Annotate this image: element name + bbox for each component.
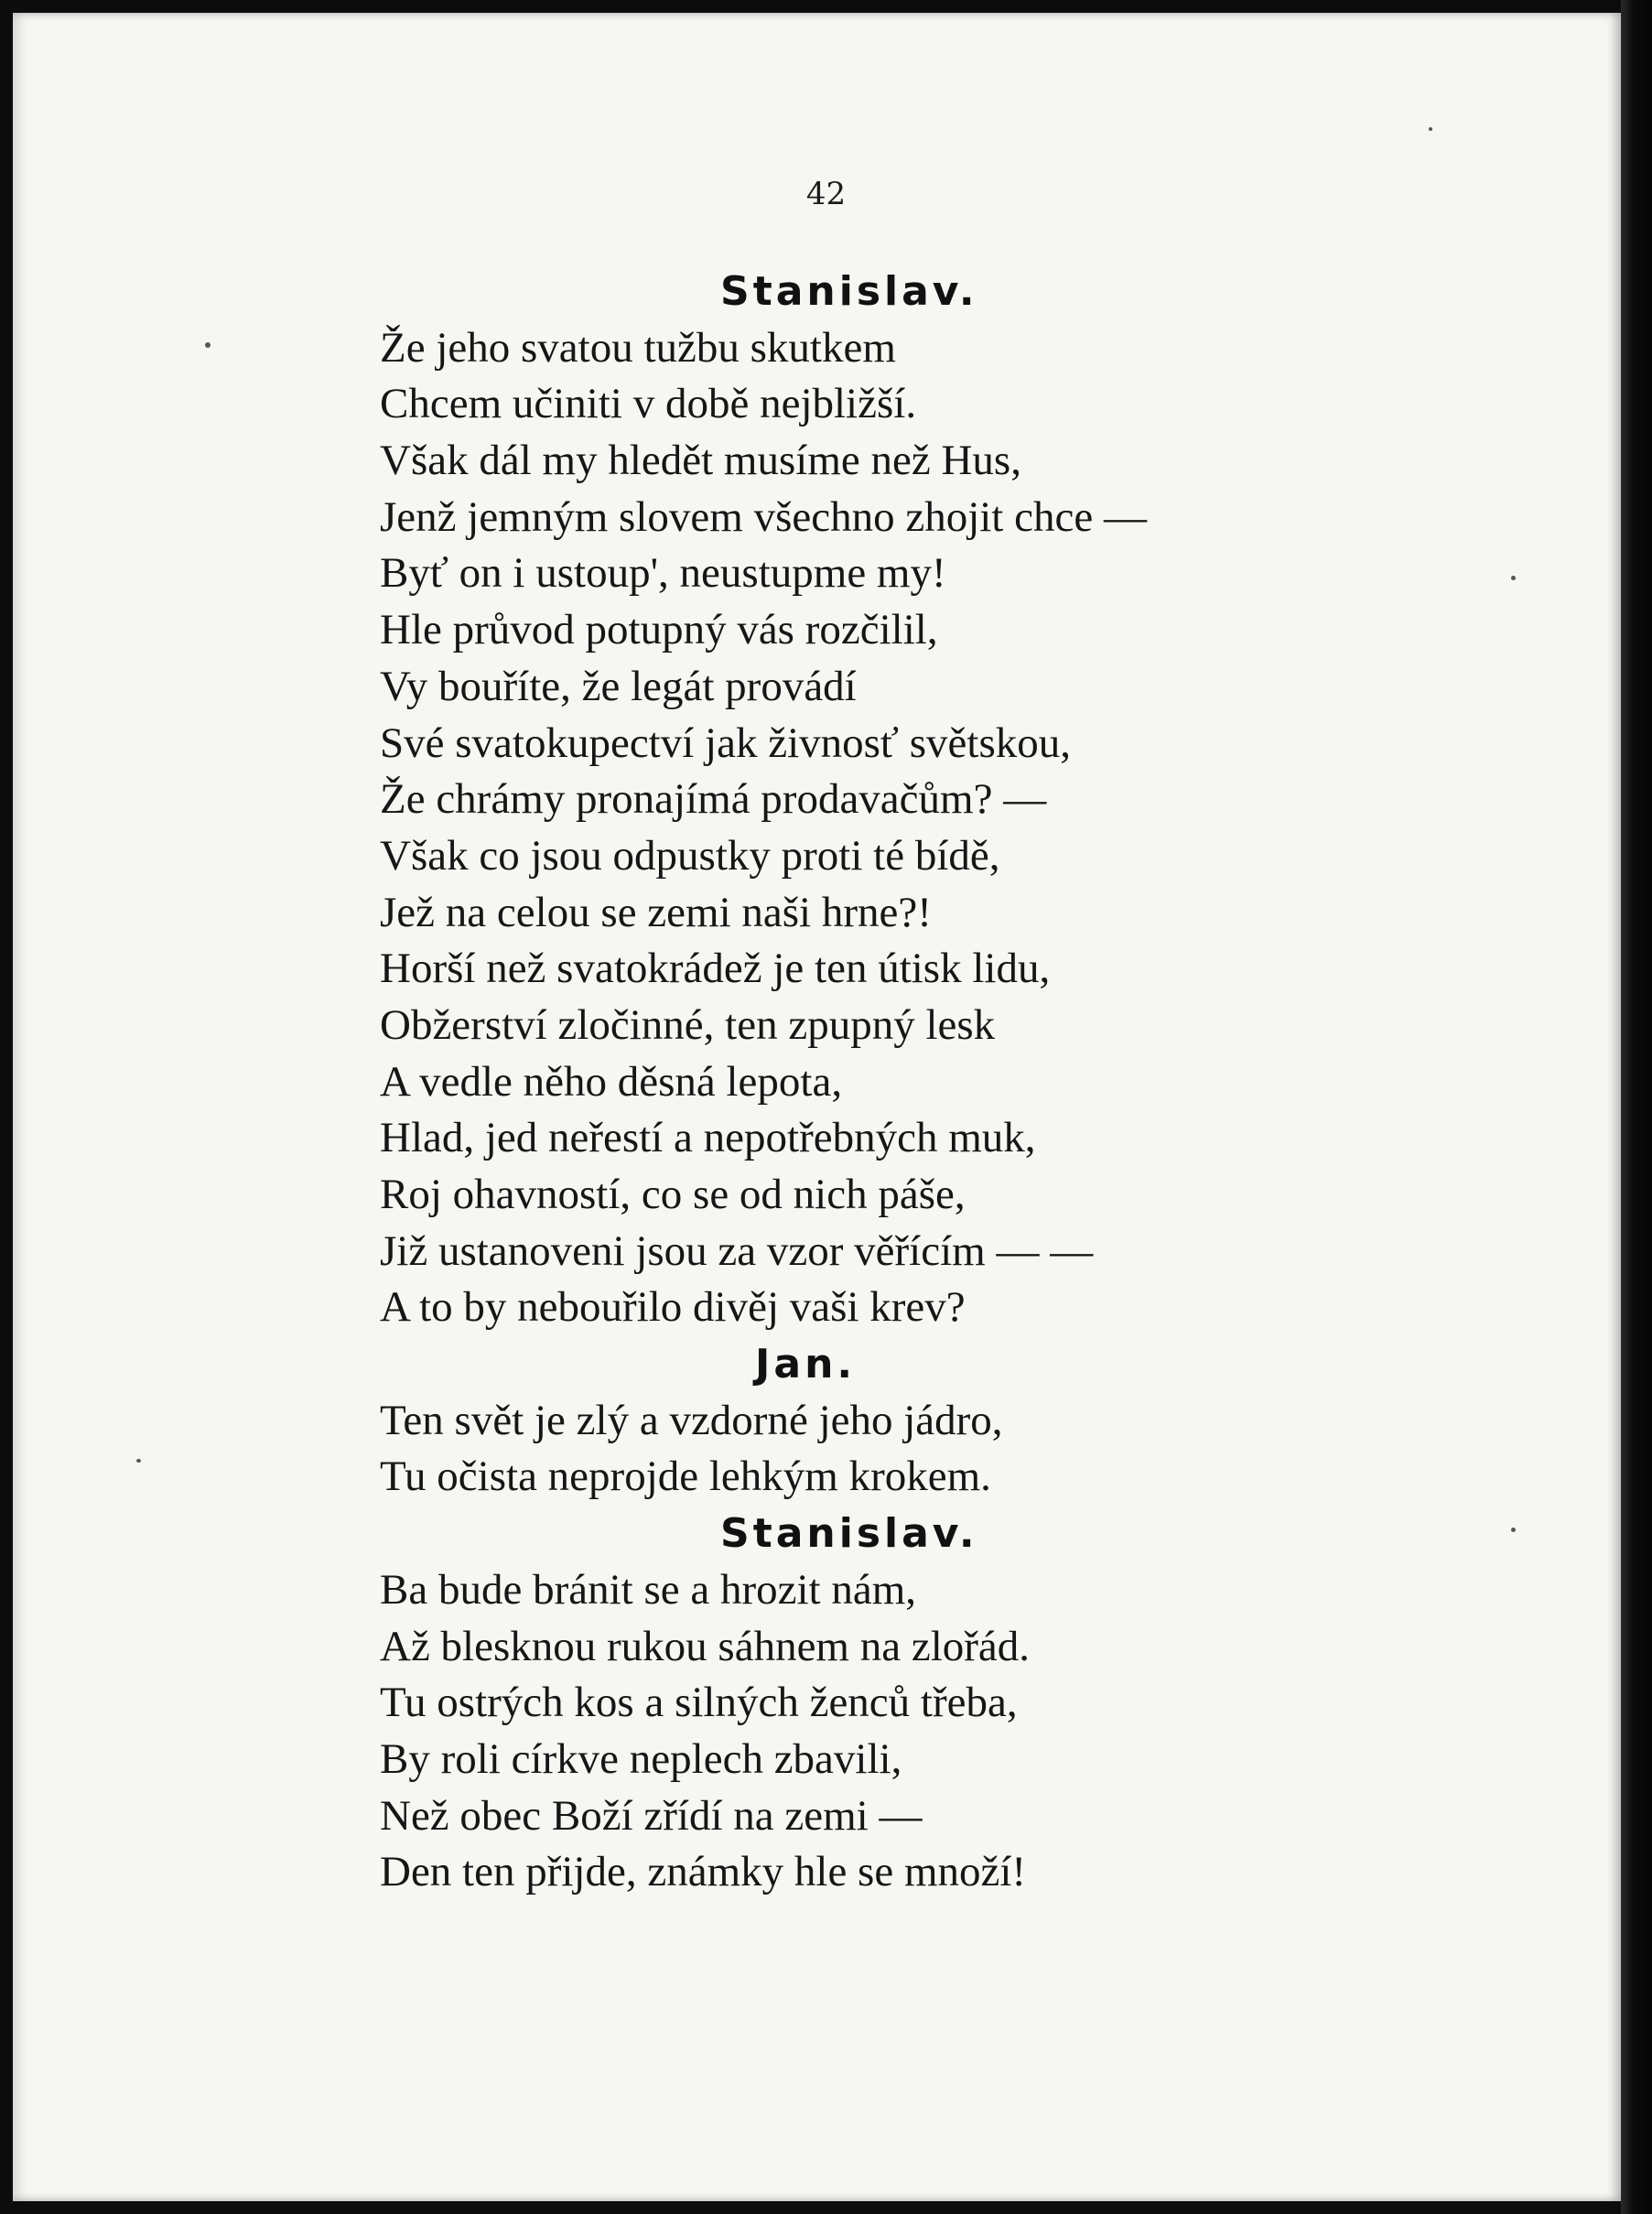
scan-edge-shadow [1621,0,1652,2214]
poem-text [380,264,1350,1901]
verse-line: Již ustanoveni jsou za vzor věřícím — — [380,1226,1094,1275]
verse-line: Však co jsou odpustky proti té bídě, [380,831,1000,880]
verse-line: A to by nebouřilo divěj vaši krev? [380,1283,966,1332]
verse-line: By roli církve neplech zbavili, [380,1734,902,1783]
page-number: 42 [805,176,847,212]
verse-line: Roj ohavností, co se od nich páše, [380,1171,966,1218]
speaker-name: Stanislav. [720,1510,978,1558]
verse-line: Byť on i ustoup', neustupme my! [380,549,946,598]
verse-line: Horší než svatokrádež je ten útisk lidu, [380,945,1051,993]
speaker-name: Stanislav. [720,268,978,315]
dust-speck [1511,576,1516,580]
dust-speck [1429,127,1432,131]
verse-line: Jež na celou se zemi naši hrne?! [380,888,932,936]
verse-line: Hle průvod potupný vás rozčilil, [380,606,938,654]
verse-line: Ba bude bránit se a hrozit nám, [380,1565,917,1614]
verse-line: Že jeho svatou tužbu skutkem [380,323,896,372]
verse-line: Však dál my hledět musíme než Hus, [380,437,1021,485]
dust-speck [1511,1528,1516,1532]
verse-line: Tu očista neprojde lehkým krokem. [380,1453,991,1501]
dust-speck [205,342,211,348]
verse-line: Chcem učiniti v době nejbližší. [380,380,917,428]
verse-line: Hlad, jed neřestí a nepotřebných muk, [380,1114,1036,1162]
speaker-name: Jan. [755,1341,857,1388]
verse-line: A vedle něho děsná lepota, [380,1057,843,1106]
verse-line: Že chrámy pronajímá prodavačům? — [380,775,1047,824]
verse-line: Obžerství zločinné, ten zpupný lesk [380,1000,996,1049]
verse-line: Ten svět je zlý a vzdorné jeho jádro, [380,1396,1003,1444]
verse-line: Až blesknou rukou sáhnem na zlořád. [380,1622,1031,1670]
verse-line: Den ten přijde, známky hle se množí! [380,1848,1027,1896]
verse-line: Jenž jemným slovem všechno zhojit chce — [380,492,1147,541]
verse-line: Vy bouříte, že legát provádí [380,662,857,710]
dust-speck [136,1459,141,1463]
verse-line: Tu ostrých kos a silných ženců třeba, [380,1679,1018,1727]
verse-line: Než obec Boží zřídí na zemi — [380,1791,923,1840]
verse-line: Své svatokupectví jak živnosť světskou, [380,718,1072,767]
